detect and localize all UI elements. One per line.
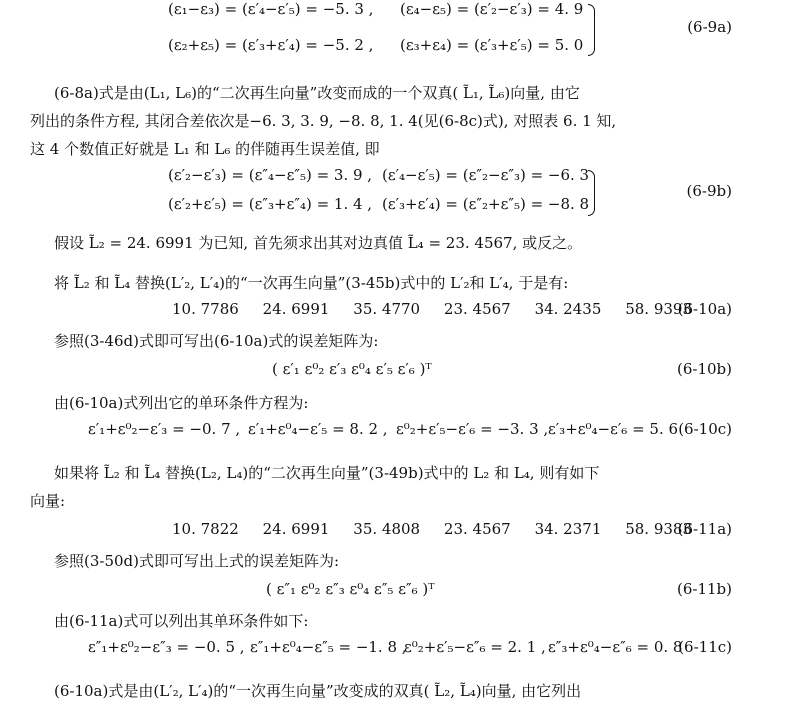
eq-10b-number: (6-10b)	[676, 360, 732, 378]
eq-10a-number: (6-10a)	[677, 300, 732, 318]
eq-10b-matrix: ( ε′₁ ε⁰₂ ε′₃ ε⁰₄ ε′₅ ε′₆ )ᵀ	[272, 360, 432, 378]
para-9: (6-10a)式是由(L′₂, L′₄)的“一次再生向量”改变成的双真( L̃₂, L̃₄)向量, 由它列出	[54, 682, 582, 700]
eq-11c-c2: ε″₁+ε⁰₄−ε″₅ = −1. 8 ,	[250, 638, 407, 656]
eq-9a-row2-right: (ε₃+ε₄) = (ε′₃+ε′₅) = 5. 0	[400, 36, 584, 54]
eq-10c-c4: ε′₃+ε⁰₄−ε′₆ = 5. 6	[548, 420, 679, 438]
eq-10a-values	[172, 300, 692, 318]
eq-11a-value: 24. 6991	[262, 520, 330, 538]
eq-10a-value: 35. 4770	[353, 300, 421, 318]
eq-10c-number: (6-10c)	[678, 420, 732, 438]
eq-11a-number: (6-11a)	[677, 520, 732, 538]
para-1-line-1: (6-8a)式是由(L₁, L₆)的“二次再生向量”改变而成的一个双真( L̃₁, L̃₆)向量, 由它	[54, 84, 580, 102]
para-6-line-2: 向量:	[30, 492, 66, 510]
para-5: 由(6-10a)式列出它的单环条件方程为:	[54, 394, 309, 412]
eq-11a-value: 23. 4567	[443, 520, 511, 538]
eq-11b-number: (6-11b)	[676, 580, 732, 598]
eq-10a-value: 10. 7786	[172, 300, 239, 318]
eq-10c-c2: ε′₁+ε⁰₄−ε′₅ = 8. 2 ,	[248, 420, 388, 438]
eq-9b-row2-left: (ε′₂+ε′₅) = (ε″₃+ε″₄) = 1. 4 ,	[168, 195, 373, 213]
eq-11a-values	[172, 520, 692, 538]
eq-10a-value: 58. 9393	[625, 300, 692, 318]
eq-9b-number: (6-9b)	[686, 182, 732, 200]
eq-11c-c1: ε″₁+ε⁰₂−ε″₃ = −0. 5 ,	[88, 638, 245, 656]
eq-9a-row1-left: (ε₁−ε₃) = (ε′₄−ε′₅) = −5. 3 ,	[168, 0, 374, 18]
para-6-line-1: 如果将 L̃₂ 和 L̃₄ 替换(L₂, L₄)的“二次再生向量”(3-49b)式中的 L₂ 和 L₄, 则有如下	[54, 464, 600, 482]
eq-11a-value: 34. 2371	[534, 520, 602, 538]
eq-10c-c3: ε⁰₂+ε′₅−ε′₆ = −3. 3 ,	[396, 420, 549, 438]
eq-11c-c3: ε⁰₂+ε′₅−ε″₆ = 2. 1 ,	[404, 638, 546, 656]
eq-10a-value: 23. 4567	[443, 300, 511, 318]
eq-9a-row2-left: (ε₂+ε₅) = (ε′₃+ε′₄) = −5. 2 ,	[168, 36, 374, 54]
para-2: 假设 L̃₂ = 24. 6991 为已知, 首先须求出其对边真值 L̃₄ = 23. 4567, 或反之。	[54, 234, 583, 252]
para-3: 将 L̃₂ 和 L̃₄ 替换(L′₂, L′₄)的“一次再生向量”(3-45b)式中的 L′₂和 L′₄, 于是有:	[54, 274, 569, 292]
para-7: 参照(3-50d)式即可写出上式的误差矩阵为:	[54, 552, 340, 570]
eq-10c-c1: ε′₁+ε⁰₂−ε′₃ = −0. 7 ,	[88, 420, 241, 438]
eq-9a-row1-right: (ε₄−ε₅) = (ε′₂−ε′₃) = 4. 9	[400, 0, 584, 18]
eq-9b-row1-right: (ε′₄−ε′₅) = (ε″₂−ε″₃) = −6. 3	[382, 166, 590, 184]
para-8: 由(6-11a)式可以列出其单环条件如下:	[54, 612, 309, 630]
eq-11c-c4: ε″₃+ε⁰₄−ε″₆ = 0. 8	[548, 638, 683, 656]
eq-11c-number: (6-11c)	[678, 638, 732, 656]
eq-9b-brace	[588, 170, 595, 216]
eq-9a-brace	[588, 4, 595, 56]
eq-11a-value: 35. 4808	[353, 520, 421, 538]
eq-9b-row2-right: (ε′₃+ε′₄) = (ε″₂+ε″₅) = −8. 8	[382, 195, 590, 213]
para-4: 参照(3-46d)式即可写出(6-10a)式的误差矩阵为:	[54, 332, 379, 350]
eq-9a-number: (6-9a)	[687, 18, 732, 36]
eq-11a-value: 58. 9383	[625, 520, 692, 538]
para-1-line-3: 这 4 个数值正好就是 L₁ 和 L₆ 的伴随再生误差值, 即	[30, 140, 380, 158]
eq-9b-row1-left: (ε′₂−ε′₃) = (ε″₄−ε″₅) = 3. 9 ,	[168, 166, 373, 184]
eq-11a-value: 10. 7822	[172, 520, 239, 538]
eq-10a-value: 34. 2435	[534, 300, 602, 318]
eq-10a-value: 24. 6991	[262, 300, 330, 318]
para-1-line-2: 列出的条件方程, 其闭合差依次是−6. 3, 3. 9, −8. 8, 1. 4(见(6-8c)式), 对照表 6. 1 知,	[30, 112, 617, 130]
eq-11b-matrix: ( ε″₁ ε⁰₂ ε″₃ ε⁰₄ ε″₅ ε″₆ )ᵀ	[266, 580, 435, 598]
